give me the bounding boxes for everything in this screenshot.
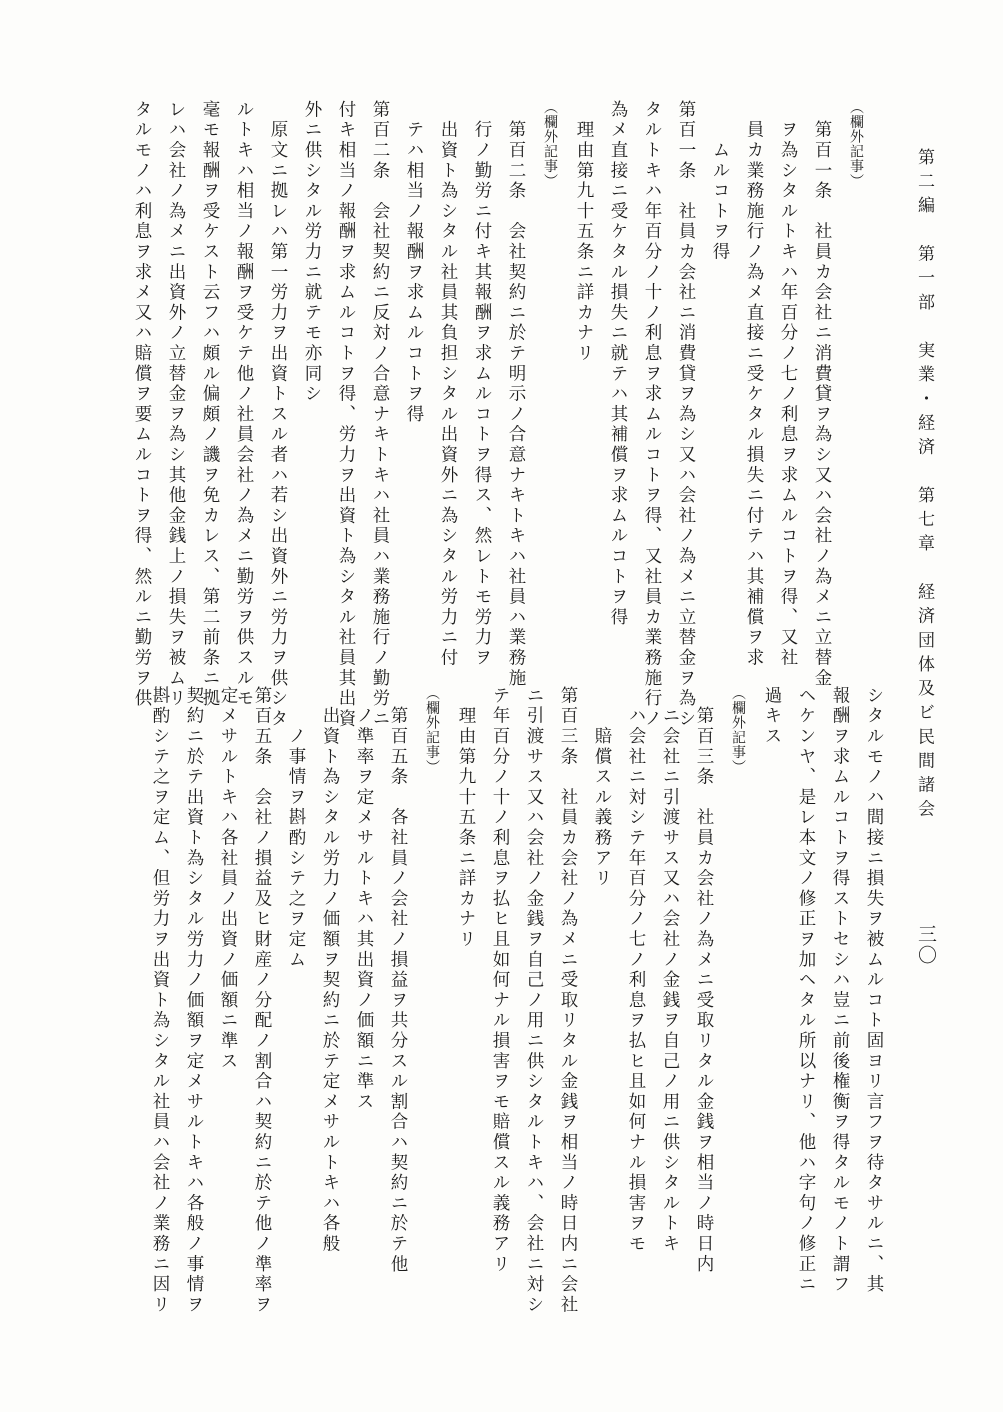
page-number: 三〇: [915, 924, 937, 966]
text-line: 報酬ヲ求ムルコトヲ得ストセシハ豈ニ前後権衡ヲ得タルモノト謂フ: [830, 686, 850, 1295]
text-line: 第百三条 社員カ会社ノ為メニ受取リタル金銭ヲ相当ノ時日内ニ会社: [558, 686, 578, 1316]
text-line: ノ事情ヲ斟酌シテ之ヲ定ム: [286, 686, 306, 971]
text-line: 原文ニ拠レハ第一労力ヲ出資トスル者ハ若シ出資外ニ労力ヲ供シタ: [268, 100, 288, 730]
text-line: ルトキハ相当ノ報酬ヲ受ケテ他ノ社員会社ノ為メニ勤労ヲ供スルモ: [234, 100, 254, 709]
text-line: 斟酌シテ之ヲ定ム、但労力ヲ出資ト為シタル社員ハ会社ノ業務ニ因リ: [150, 686, 170, 1316]
text-line: シタルモノハ間接ニ損失ヲ被ムルコト固ヨリ言フヲ待タサルニ、其: [864, 686, 884, 1295]
text-line: ヘケンヤ、是レ本文ノ修正ヲ加ヘタル所以ナリ、他ハ字句ノ修正ニ: [796, 686, 816, 1295]
text-line: 第百一条 社員カ会社ニ消費貸ヲ為シ又ハ会社ノ為メニ立替金ヲ為シ: [676, 100, 696, 730]
marginal-note-label: （欄外記事）: [424, 686, 440, 775]
text-line: テ年百分ノ十ノ利息ヲ払ヒ且如何ナル損害ヲモ賠償スル義務アリ: [490, 686, 510, 1275]
text-line: 第百一条 社員カ会社ニ消費貸ヲ為シ又ハ会社ノ為メニ立替金: [812, 100, 832, 689]
text-line: レハ会社ノ為メニ出資外ノ立替金ヲ為シ其他金銭上ノ損失ヲ被ムリ: [166, 100, 186, 709]
marginal-note-label: （欄外記事）: [542, 100, 558, 189]
text-line: 員カ業務施行ノ為メ直接ニ受ケタル損失ニ付テハ其補償ヲ求: [744, 100, 764, 669]
text-line: ハ会社ニ対シテ年百分ノ七ノ利息ヲ払ヒ且如何ナル損害ヲモ: [626, 686, 646, 1255]
running-header: 第二編 第一部 実業・経済 第七章 経済団体及ビ民間諸会: [914, 148, 934, 824]
text-line: 理由第九十五条ニ詳カナリ: [574, 100, 594, 364]
text-line: 行ノ勤労ニ付キ其報酬ヲ求ムルコトヲ得ス、然レトモ労力ヲ: [472, 100, 492, 669]
lower-text-block: [143, 686, 891, 1322]
text-line: 出資ト為シタル労力ノ価額ヲ契約ニ於テ定メサルトキハ各般: [320, 686, 340, 1255]
text-line: テハ相当ノ報酬ヲ求ムルコトヲ得: [404, 100, 424, 425]
text-line: 過キス: [762, 686, 782, 747]
text-line: ムルコトヲ得: [710, 100, 730, 263]
text-line: 外ニ供シタル労力ニ就テモ亦同シ: [302, 100, 322, 405]
text-line: 定メサルトキハ各社員ノ出資ノ価額ニ準ス: [218, 686, 238, 1072]
marginal-note-label: （欄外記事）: [730, 686, 746, 775]
text-line: ノ準率ヲ定メサルトキハ其出資ノ価額ニ準ス: [354, 686, 374, 1113]
text-line: 理由第九十五条ニ詳カナリ: [456, 686, 476, 950]
text-line: タルモノハ利息ヲ求メ又ハ賠償ヲ要ムルコトヲ得、然ルニ勤労ヲ供: [132, 100, 152, 709]
marginal-note-label: （欄外記事）: [848, 100, 864, 189]
text-line: 為メ直接ニ受ケタル損失ニ就テハ其補償ヲ求ムルコトヲ得: [608, 100, 628, 628]
text-line: 第百二条 会社契約ニ反対ノ合意ナキトキハ社員ハ業務施行ノ勤労ニ: [370, 100, 390, 730]
text-line: 第百二条 会社契約ニ於テ明示ノ合意ナキトキハ社員ハ業務施: [506, 100, 526, 689]
text-line: 第百三条 社員カ会社ノ為メニ受取リタル金銭ヲ相当ノ時日内: [694, 686, 714, 1275]
text-line: ニ会社ニ引渡サス又ハ会社ノ金銭ヲ自己ノ用ニ供シタルトキ: [660, 686, 680, 1255]
text-line: タルトキハ年百分ノ十ノ利息ヲ求ムルコトヲ得、又社員カ業務施行ノ: [642, 100, 662, 730]
text-line: ニ引渡サス又ハ会社ノ金銭ヲ自己ノ用ニ供シタルトキハ、会社ニ対シ: [524, 686, 544, 1316]
text-line: 第百五条 各社員ノ会社ノ損益ヲ共分スル割合ハ契約ニ於テ他: [388, 686, 408, 1275]
text-line: 第百五条 会社ノ損益及ヒ財産ノ分配ノ割合ハ契約ニ於テ他ノ準率ヲ: [252, 686, 272, 1316]
text-line: 出資ト為シタル社員其負担シタル出資外ニ為シタル労力ニ付: [438, 100, 458, 669]
text-line: 契約ニ於テ出資ト為シタル労力ノ価額ヲ定メサルトキハ各般ノ事情ヲ: [184, 686, 204, 1316]
text-line: 賠償スル義務アリ: [592, 686, 612, 889]
text-line: 毫モ報酬ヲ受ケスト云フハ頗ル偏頗ノ譏ヲ免カレス、第二前条ニ拠: [200, 100, 220, 709]
text-line: ヲ為シタルトキハ年百分ノ七ノ利息ヲ求ムルコトヲ得、又社: [778, 100, 798, 669]
text-line: 付キ相当ノ報酬ヲ求ムルコトヲ得、労力ヲ出資ト為シタル社員其出資: [336, 100, 356, 730]
